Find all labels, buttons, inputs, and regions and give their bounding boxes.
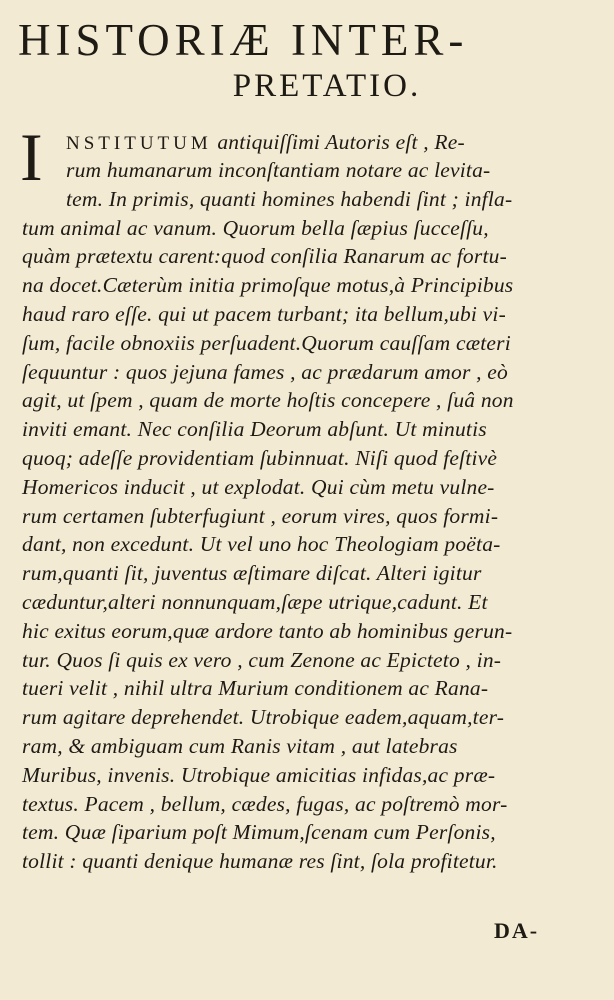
- text-line-22: ram, & ambiguam cum Ranis vitam , aut latebras: [22, 734, 458, 758]
- text-line-11: inviti emant. Nec conſilia Deorum abſunt. Ut minutis: [22, 417, 487, 442]
- text-line-25: tem. Quæ ſiparium poſt Mimum,ſcenam cum Perſonis,: [22, 820, 496, 845]
- page-title-line-2: PRETATIO.: [232, 68, 422, 104]
- text-line-13: Homericos inducit , ut explodat. Qui cùm metu vulne-: [22, 474, 495, 499]
- text-line-15: dant, non excedunt. Ut vel uno hoc Theologiam poëta-: [22, 532, 501, 557]
- catchword: DA-: [494, 918, 540, 943]
- text-line-26: tollit : quanti denique humanæ res ſint, ſola profitetur.: [22, 849, 498, 874]
- text-line-9: ſequuntur : quos jejuna fames , ac prædarum amor , eò: [22, 359, 508, 384]
- text-line-4: tum animal ac vanum. Quorum bella ſæpius ſucceſſu,: [22, 215, 489, 240]
- text-line-2: rum humanarum inconſtantiam notare ac levita-: [66, 158, 491, 182]
- text-line-5: quàm prætextu carent:quod conſilia Ranarum ac fortu-: [22, 244, 507, 269]
- text-line-7: haud raro eſſe. qui ut pacem turbant; ita bellum,ubi vi-: [22, 302, 506, 326]
- text-line-8: ſum, facile obnoxiis perſuadent.Quorum cauſſam cæteri: [22, 330, 511, 355]
- text-line-24: textus. Pacem , bellum, cædes, fugas, ac poſtremò mor-: [22, 791, 508, 816]
- text-line-19: tur. Quos ſi quis ex vero , cum Zenone ac Epicteto , in-: [22, 647, 502, 672]
- text-line-16: rum,quanti ſit, juventus æſtimare diſcat. Alteri igitur: [22, 561, 482, 586]
- smallcaps-word: NSTITUTUM: [66, 133, 212, 154]
- page-title-line-1: HISTORIÆ INTER-: [18, 15, 469, 65]
- text-line-21: rum agitare deprehendet. Utrobique eadem,aquam,ter-: [22, 705, 505, 730]
- text-line-12: quoq; adeſſe providentiam ſubinnuat. Niſi quod feſtivè: [22, 446, 498, 470]
- text-line-1-rest: antiquiſſimi Autoris eſt , Re-: [217, 130, 465, 154]
- text-line-17: cæduntur,alteri nonnunquam,ſæpe utrique,cadunt. Et: [22, 590, 488, 614]
- text-line-10: agit, ut ſpem , quam de morte hoſtis concepere , ſuâ non: [22, 388, 514, 413]
- text-line-6: na docet.Cæterùm initia primoſque motus,à Principibus: [22, 273, 514, 298]
- text-line-3: tem. In primis, quanti homines habendi ſint ; infla-: [66, 186, 513, 211]
- text-line-23: Muribus, invenis. Utrobique amicitias infidas,ac præ-: [22, 762, 496, 787]
- drop-capital: I: [20, 119, 43, 195]
- text-line-18: hic exitus eorum,quæ ardore tanto ab hominibus gerun-: [22, 618, 513, 643]
- text-line-1: [66, 128, 465, 158]
- text-line-14: rum certamen ſubterfugiunt , eorum vires, quos formi-: [22, 503, 499, 528]
- text-line-20: tueri velit , nihil ultra Murium conditionem ac Rana-: [22, 676, 489, 701]
